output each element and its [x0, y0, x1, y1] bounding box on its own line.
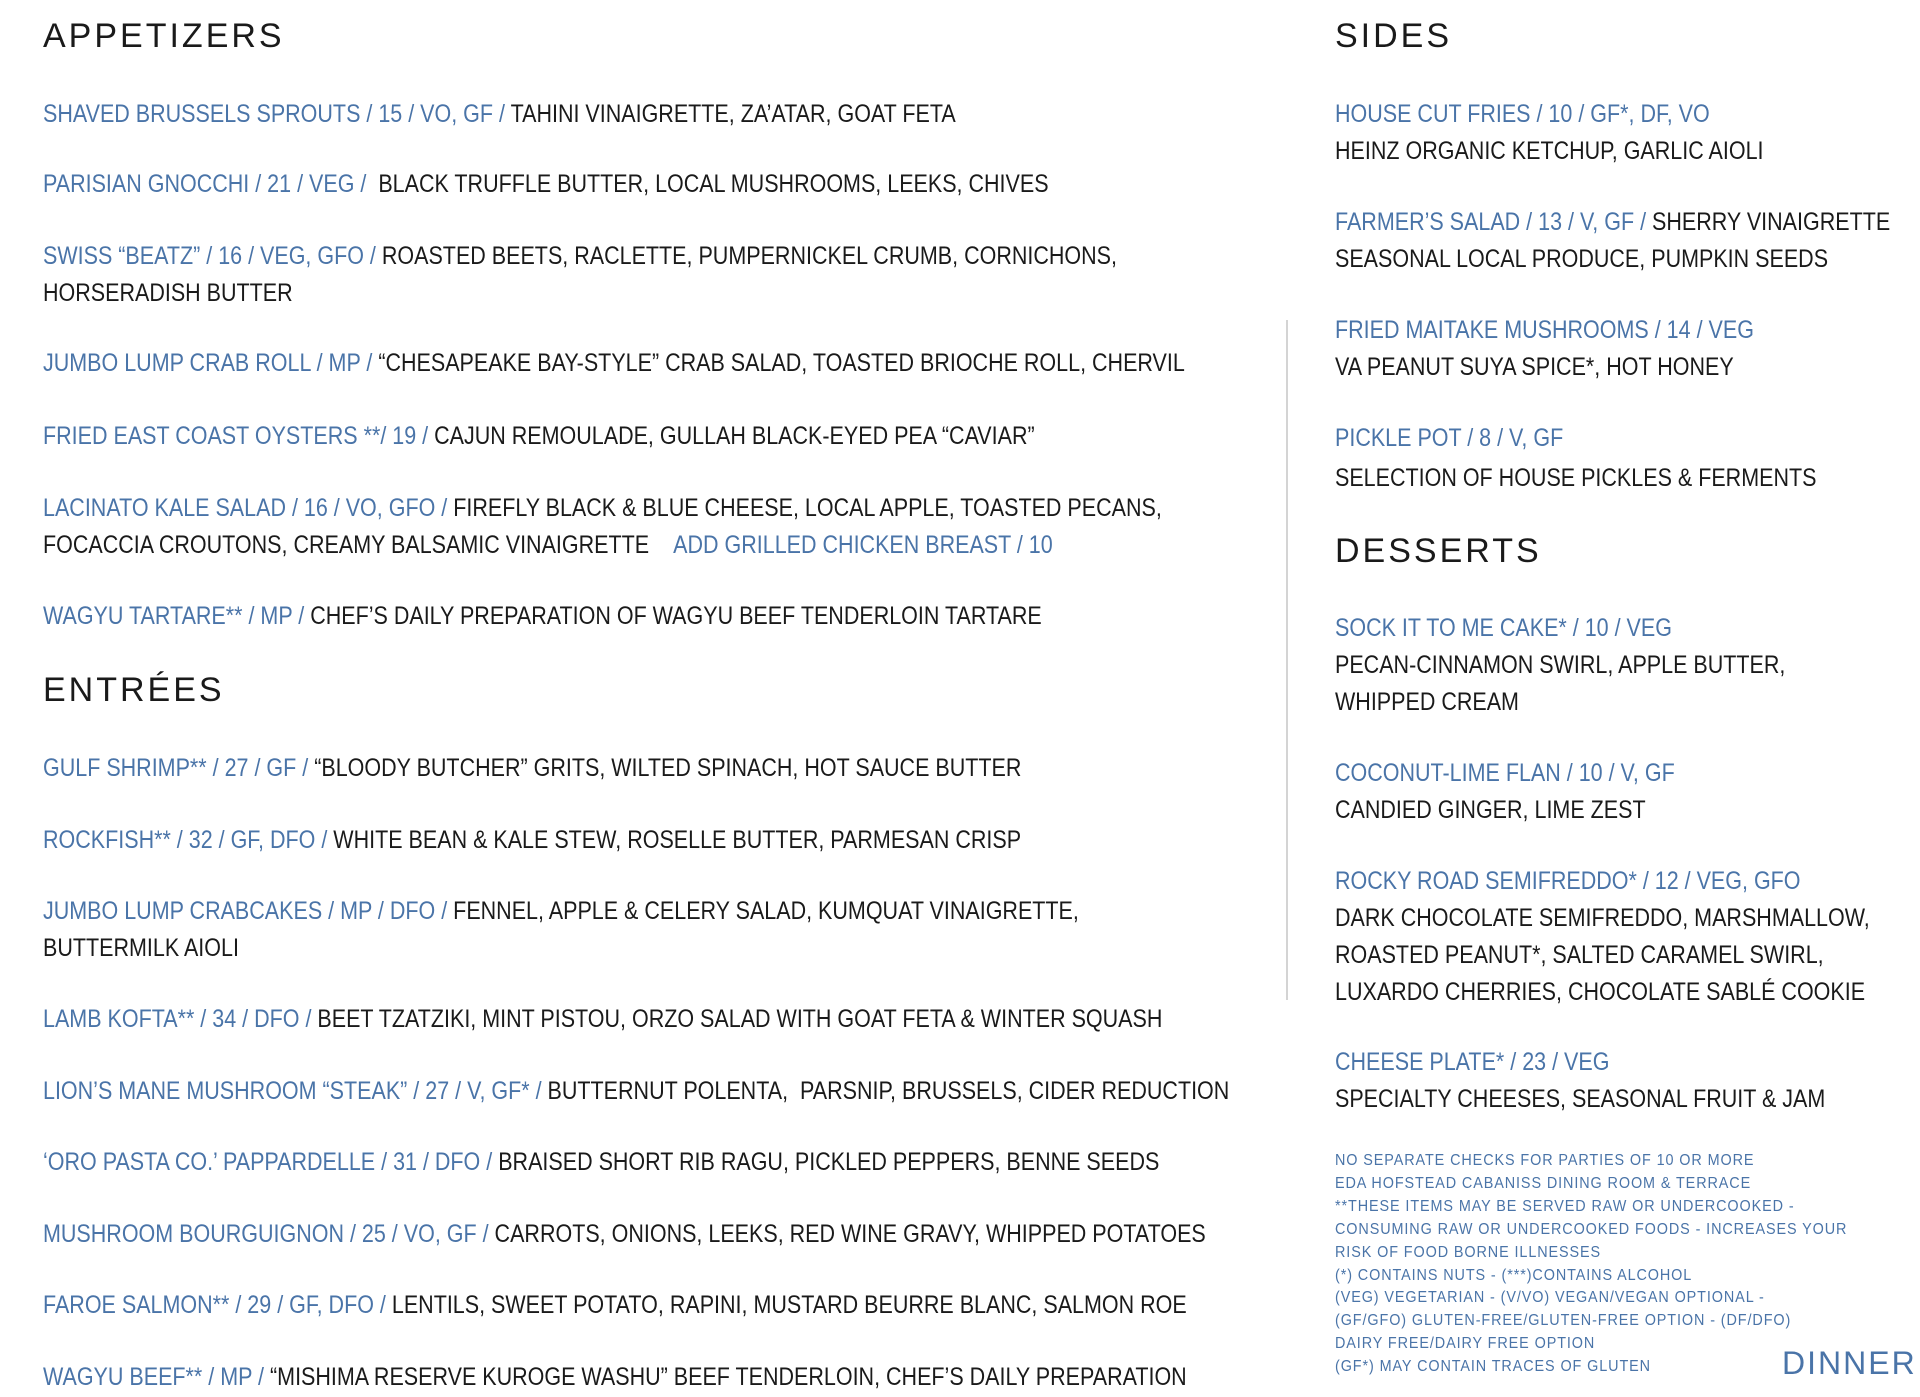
item-desc: WHIPPED CREAM — [1335, 688, 1519, 716]
item-desc: VA PEANUT SUYA SPICE*, HOT HONEY — [1335, 353, 1734, 381]
menu-type-label: DINNER — [1782, 1345, 1917, 1381]
item-desc: PECAN-CINNAMON SWIRL, APPLE BUTTER, — [1335, 651, 1786, 679]
appetizer-item — [43, 166, 1049, 203]
item-name: ROCKFISH** / 32 / GF, DFO / — [43, 826, 334, 854]
item-name: WAGYU BEEF** / MP / — [43, 1363, 270, 1391]
entree-item — [43, 1359, 1187, 1396]
item-desc: SEASONAL LOCAL PRODUCE, PUMPKIN SEEDS — [1335, 245, 1829, 273]
item-desc: DARK CHOCOLATE SEMIFREDDO, MARSHMALLOW, — [1335, 904, 1870, 932]
dessert-item — [1335, 1044, 1825, 1118]
item-name: ROCKY ROAD SEMIFREDDO* / 12 / VEG, GFO — [1335, 867, 1801, 895]
entree-item — [43, 1144, 1159, 1181]
item-name: SOCK IT TO ME CAKE* / 10 / VEG — [1335, 614, 1672, 642]
item-desc: FENNEL, APPLE & CELERY SALAD, KUMQUAT VINAIGRETTE, — [453, 897, 1079, 925]
item-desc: TAHINI VINAIGRETTE, ZA’ATAR, GOAT FETA — [510, 100, 956, 128]
item-desc-line2: FOCACCIA CROUTONS, CREAMY BALSAMIC VINAIGRETTE — [43, 531, 650, 559]
item-name: LION’S MANE MUSHROOM “STEAK” / 27 / V, GF* / — [43, 1077, 548, 1105]
side-item — [1335, 312, 1754, 386]
item-name: MUSHROOM BOURGUIGNON / 25 / VO, GF / — [43, 1220, 495, 1248]
item-desc: CAJUN REMOULADE, GULLAH BLACK-EYED PEA “CAVIAR” — [434, 422, 1035, 450]
dessert-item — [1335, 755, 1675, 829]
item-name: LACINATO KALE SALAD / 16 / VO, GFO / — [43, 494, 454, 522]
item-desc-line2: HORSERADISH BUTTER — [43, 279, 293, 307]
appetizer-item — [43, 238, 1117, 312]
sides-heading: SIDES — [1335, 17, 1453, 55]
item-desc: HEINZ ORGANIC KETCHUP, GARLIC AIOLI — [1335, 137, 1764, 165]
item-desc: CHEF’S DAILY PREPARATION OF WAGYU BEEF TENDERLOIN TARTARE — [310, 602, 1042, 630]
item-desc: BEET TZATZIKI, MINT PISTOU, ORZO SALAD WITH GOAT FETA & WINTER SQUASH — [317, 1005, 1163, 1033]
item-desc: “CHESAPEAKE BAY-STYLE” CRAB SALAD, TOASTED BRIOCHE ROLL, CHERVIL — [378, 349, 1185, 377]
item-name: FARMER’S SALAD / 13 / V, GF / — [1335, 208, 1653, 236]
column-divider — [1286, 320, 1288, 1000]
item-desc: SPECIALTY CHEESES, SEASONAL FRUIT & JAM — [1335, 1085, 1826, 1113]
item-name: PICKLE POT / 8 / V, GF — [1335, 424, 1564, 452]
item-name: PARISIAN GNOCCHI / 21 / VEG / — [43, 170, 373, 198]
appetizer-item — [43, 345, 1185, 382]
note-line: (GF*) MAY CONTAIN TRACES OF GLUTEN — [1335, 1358, 1651, 1376]
appetizers-heading: APPETIZERS — [43, 17, 285, 55]
item-name: HOUSE CUT FRIES / 10 / GF*, DF, VO — [1335, 100, 1710, 128]
note-line: (*) CONTAINS NUTS - (***)CONTAINS ALCOHOL — [1335, 1266, 1693, 1284]
item-name: SWISS “BEATZ” / 16 / VEG, GFO / — [43, 242, 382, 270]
item-desc: SELECTION OF HOUSE PICKLES & FERMENTS — [1335, 464, 1817, 492]
entree-item — [43, 1001, 1162, 1038]
note-line: (VEG) VEGETARIAN - (V/VO) VEGAN/VEGAN OPTIONAL - — [1335, 1289, 1765, 1307]
note-line: (GF/GFO) GLUTEN-FREE/GLUTEN-FREE OPTION - (DF/DFO) — [1335, 1312, 1792, 1330]
side-item — [1335, 418, 1816, 498]
note-line: CONSUMING RAW OR UNDERCOOKED FOODS - INCREASES YOUR — [1335, 1220, 1848, 1238]
item-name: SHAVED BRUSSELS SPROUTS / 15 / VO, GF / — [43, 100, 511, 128]
item-name: ‘ORO PASTA CO.’ PAPPARDELLE / 31 / DFO / — [43, 1148, 499, 1176]
item-name: JUMBO LUMP CRABCAKES / MP / DFO / — [43, 897, 454, 925]
item-name: FRIED EAST COAST OYSTERS **/ 19 / — [43, 422, 435, 450]
note-line: EDA HOFSTEAD CABANISS DINING ROOM & TERRACE — [1335, 1174, 1752, 1192]
item-desc: WHITE BEAN & KALE STEW, ROSELLE BUTTER, PARMESAN CRISP — [333, 826, 1022, 854]
item-name: WAGYU TARTARE** / MP / — [43, 602, 311, 630]
item-desc: BLACK TRUFFLE BUTTER, LOCAL MUSHROOMS, LEEKS, CHIVES — [372, 170, 1049, 198]
item-desc-line2: BUTTERMILK AIOLI — [43, 934, 239, 962]
entree-item — [43, 1073, 1229, 1110]
item-desc: CANDIED GINGER, LIME ZEST — [1335, 796, 1646, 824]
note-line: NO SEPARATE CHECKS FOR PARTIES OF 10 OR MORE — [1335, 1152, 1755, 1169]
side-item — [1335, 204, 1890, 278]
item-name: GULF SHRIMP** / 27 / GF / — [43, 754, 315, 782]
entree-item — [43, 822, 1021, 859]
item-name: COCONUT-LIME FLAN / 10 / V, GF — [1335, 759, 1675, 787]
note-line: DAIRY FREE/DAIRY FREE OPTION — [1335, 1335, 1596, 1353]
entree-item — [43, 893, 1079, 967]
item-desc: “BLOODY BUTCHER” GRITS, WILTED SPINACH, HOT SAUCE BUTTER — [314, 754, 1022, 782]
appetizer-item — [43, 96, 956, 133]
item-desc: ROASTED PEANUT*, SALTED CARAMEL SWIRL, — [1335, 941, 1824, 969]
item-desc: BUTTERNUT POLENTA, PARSNIP, BRUSSELS, CIDER REDUCTION — [547, 1077, 1230, 1105]
entree-item — [43, 1216, 1206, 1253]
item-desc: CARROTS, ONIONS, LEEKS, RED WINE GRAVY, WHIPPED POTATOES — [494, 1220, 1206, 1248]
side-item — [1335, 96, 1764, 170]
note-line: RISK OF FOOD BORNE ILLNESSES — [1335, 1243, 1602, 1261]
item-desc: LUXARDO CHERRIES, CHOCOLATE SABLÉ COOKIE — [1335, 978, 1866, 1006]
item-desc: FIREFLY BLACK & BLUE CHEESE, LOCAL APPLE, TOASTED PECANS, — [453, 494, 1162, 522]
item-desc: “MISHIMA RESERVE KUROGE WASHU” BEEF TENDERLOIN, CHEF’S DAILY PREPARATION — [269, 1363, 1187, 1391]
dessert-item — [1335, 610, 1785, 721]
entree-item — [43, 1287, 1187, 1324]
item-inline-desc: SHERRY VINAIGRETTE — [1652, 208, 1891, 236]
item-name: FAROE SALMON** / 29 / GF, DFO / — [43, 1291, 392, 1319]
item-name: JUMBO LUMP CRAB ROLL / MP / — [43, 349, 379, 377]
item-desc: ROASTED BEETS, RACLETTE, PUMPERNICKEL CRUMB, CORNICHONS, — [381, 242, 1117, 270]
item-desc: BRAISED SHORT RIB RAGU, PICKLED PEPPERS, BENNE SEEDS — [498, 1148, 1160, 1176]
item-addon: ADD GRILLED CHICKEN BREAST / 10 — [673, 531, 1053, 559]
note-line: **THESE ITEMS MAY BE SERVED RAW OR UNDERCOOKED - — [1335, 1197, 1795, 1215]
entrees-heading: ENTRÉES — [43, 671, 225, 709]
item-name: FRIED MAITAKE MUSHROOMS / 14 / VEG — [1335, 316, 1754, 344]
entree-item — [43, 750, 1021, 787]
item-name: CHEESE PLATE* / 23 / VEG — [1335, 1048, 1610, 1076]
appetizer-item — [43, 418, 1035, 455]
menu-notes — [1335, 1150, 1847, 1379]
appetizer-item — [43, 598, 1042, 635]
appetizer-item — [43, 490, 1162, 564]
dessert-item — [1335, 863, 1870, 1011]
desserts-heading: DESSERTS — [1335, 532, 1542, 570]
item-name: LAMB KOFTA** / 34 / DFO / — [43, 1005, 318, 1033]
item-desc: LENTILS, SWEET POTATO, RAPINI, MUSTARD BEURRE BLANC, SALMON ROE — [391, 1291, 1187, 1319]
